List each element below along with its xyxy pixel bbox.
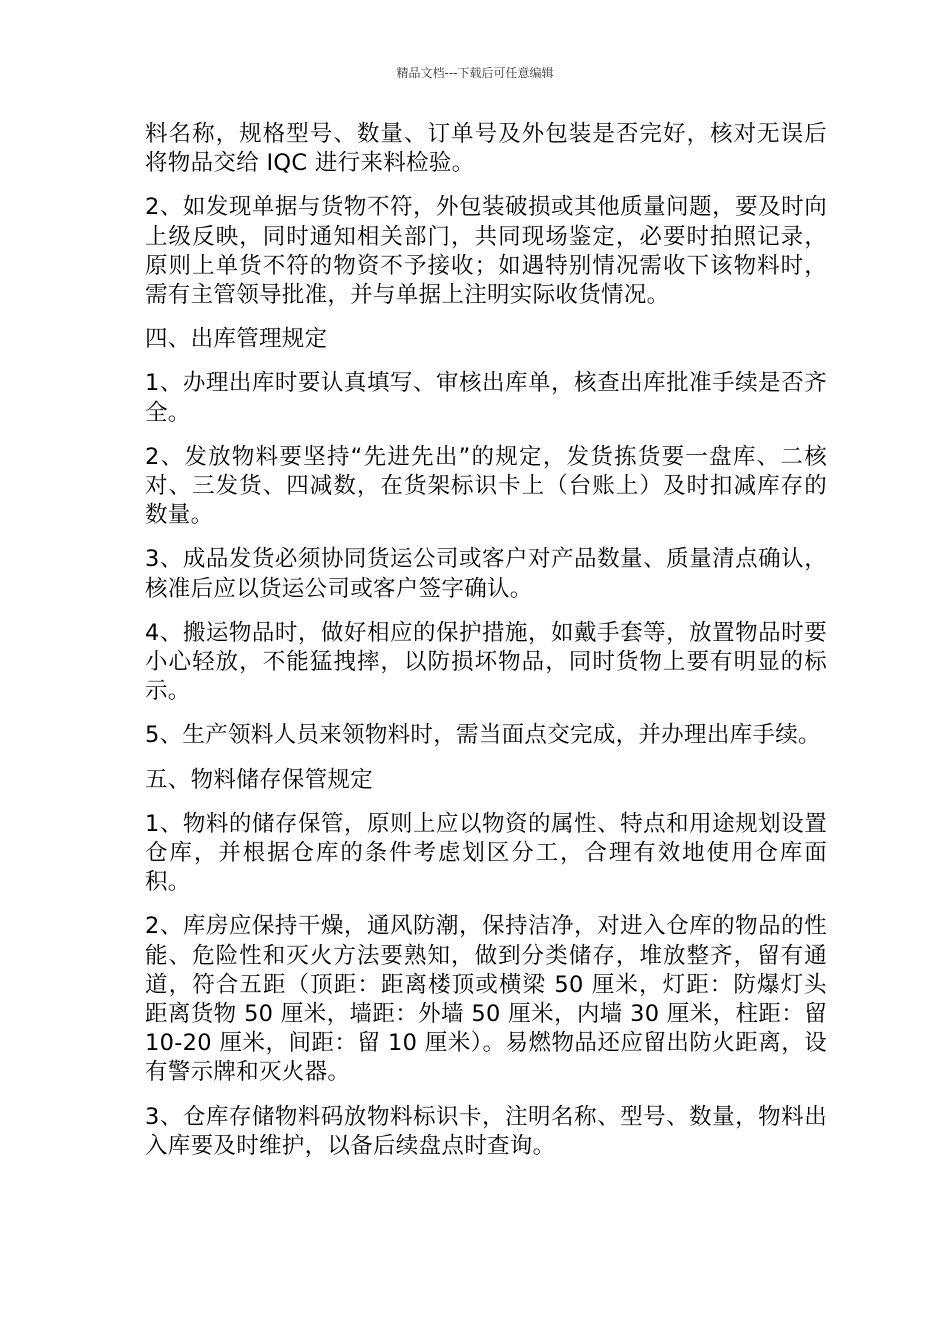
paragraph-outbound-2: 2、发放物料要坚持“先进先出”的规定，发货拣货要一盘库、二核对、三发货、四减数，在货架标识卡上（台账上）及时扣减库存的数量。 [145,443,827,529]
paragraph-mismatch-handling: 2、如发现单据与货物不符，外包装破损或其他质量问题，要及时向上级反映，同时通知相关部门，共同现场鉴定，必要时拍照记录，原则上单货不符的物资不予接收；如遇特别情况需收下该物料时，需有主管领导批准，并与单据上注明实际收货情况。 [145,194,827,309]
page-header: 精品文档---下载后可任意编辑 [396,66,554,80]
paragraph-outbound-3: 3、成品发货必须协同货运公司或客户对产品数量、质量清点确认，核准后应以货运公司或客户签字确认。 [145,546,827,602]
paragraph-intake-check: 料名称，规格型号、数量、订单号及外包装是否完好，核对无误后将物品交给 IQC 进行来料检验。 [145,121,827,177]
section-heading-storage: 五、物料储存保管规定 [145,766,374,793]
section-heading-outbound: 四、出库管理规定 [145,326,328,353]
paragraph-outbound-5: 5、生产领料人员来领物料时，需当面点交完成，并办理出库手续。 [145,722,821,749]
paragraph-storage-3: 3、仓库存储物料码放物料标识卡，注明名称、型号、数量，物料出入库要及时维护，以备后续盘点时查询。 [145,1103,827,1159]
paragraph-storage-2: 2、库房应保持干燥，通风防潮，保持洁净，对进入仓库的物品的性能、危险性和灭火方法要熟知，做到分类储存，堆放整齐，留有通道，符合五距（顶距：距离楼顶或横梁 50 厘米，灯距：防爆灯头距离货物 50 厘米，墙距：外墙 50 厘米，内墙 30 厘米，柱距：留 10-20 厘米，间距：留 10 厘米）。易燃物品还应留出防火距离，设有警示牌和灭火器。 [145,913,827,1086]
paragraph-storage-1: 1、物料的储存保管，原则上应以物资的属性、特点和用途规划设置仓库，并根据仓库的条件考虑划区分工，合理有效地使用仓库面积。 [145,810,827,896]
document-body [145,120,827,1176]
paragraph-outbound-1: 1、办理出库时要认真填写、审核出库单，核查出库批准手续是否齐全。 [145,370,827,426]
paragraph-outbound-4: 4、搬运物品时，做好相应的保护措施，如戴手套等，放置物品时要小心轻放，不能猛拽摔，以防损坏物品，同时货物上要有明显的标示。 [145,619,827,705]
